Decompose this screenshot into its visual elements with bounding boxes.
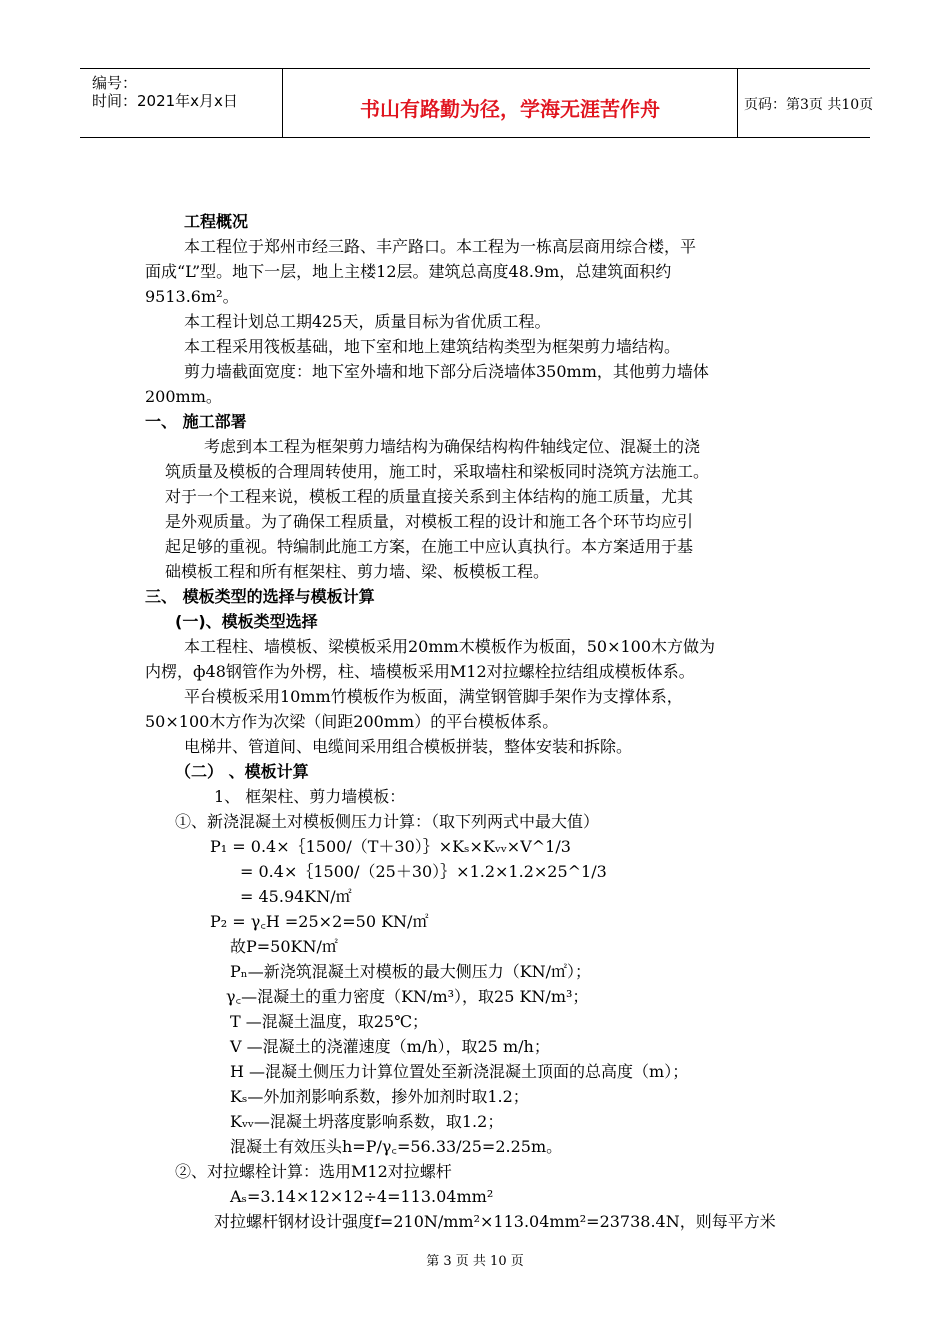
text-line: 对拉螺杆钢材设计强度f=210N/mm²×113.04mm²=23738.4N，则每平方米 xyxy=(214,1212,776,1231)
text-line: 本工程采用筏板基础，地下室和地上建筑结构类型为框架剪力墙结构。 xyxy=(184,337,681,356)
subsection-title-type: (一)、模板类型选择 xyxy=(175,612,318,631)
section-title-deployment: 一、 施工部署 xyxy=(145,412,247,431)
text-line: 混凝土有效压头h=P/γ꜀=56.33/25=2.25m。 xyxy=(230,1137,563,1156)
text-line: 200mm。 xyxy=(145,387,222,406)
text-line: 故P=50KN/㎡ xyxy=(230,937,338,956)
text-line: 本工程计划总工期425天，质量目标为省优质工程。 xyxy=(184,312,551,331)
text-line: 础模板工程和所有框架柱、剪力墙、梁、板模板工程。 xyxy=(165,562,550,581)
text-line: ①、新浇混凝土对模板侧压力计算：（取下列两式中最大值） xyxy=(175,812,600,831)
text-line: 是外观质量。为了确保工程质量，对模板工程的设计和施工各个环节均应引 xyxy=(165,512,694,531)
text-line: 9513.6m²。 xyxy=(145,287,239,306)
text-line: 电梯井、管道间、电缆间采用组合模板拼装，整体安装和拆除。 xyxy=(184,737,633,756)
section-title-formwork: 三、 模板类型的选择与模板计算 xyxy=(145,587,375,606)
doc-number-label: 编号： xyxy=(92,74,138,92)
formula-line: P₂ = γ꜀H =25×2=50 KN/㎡ xyxy=(210,912,429,931)
text-line: 考虑到本工程为框架剪力墙结构为确保结构构件轴线定位、混凝土的浇 xyxy=(204,437,701,456)
formula-line: = 45.94KN/㎡ xyxy=(240,887,352,906)
text-line: H —混凝土侧压力计算位置处至新浇混凝土顶面的总高度（m）； xyxy=(230,1062,689,1081)
page-footer: 第 3 页 共 10 页 xyxy=(426,1254,524,1269)
formula-line: P₁ = 0.4×｛1500/（T＋30）｝×Kₛ×Kᵥᵥ×V^1/3 xyxy=(210,837,571,856)
doc-date-label: 时间：2021年x月x日 xyxy=(92,92,238,110)
page-header xyxy=(80,68,874,138)
text-line: T —混凝土温度，取25℃； xyxy=(230,1012,429,1031)
text-line: 筑质量及模板的合理周转使用，施工时，采取墙柱和梁板同时浇筑方法施工。 xyxy=(165,462,710,481)
text-line: 1、 框架柱、剪力墙模板： xyxy=(214,787,406,806)
subsection-title-calc: （二） 、模板计算 xyxy=(175,762,309,781)
text-line: 面成“L”型。地下一层，地上主楼12层。建筑总高度48.9m，总建筑面积约 xyxy=(145,262,672,281)
text-line: 平台模板采用10mm竹模板作为板面，满堂钢管脚手架作为支撑体系， xyxy=(184,687,683,706)
formula-line: Aₛ=3.14×12×12÷4=113.04mm² xyxy=(230,1187,494,1206)
text-line: 起足够的重视。特编制此施工方案，在施工中应认真执行。本方案适用于基 xyxy=(165,537,694,556)
text-line: 50×100木方作为次梁（间距200mm）的平台模板体系。 xyxy=(145,712,559,731)
header-meta-cell xyxy=(80,69,282,137)
text-line: 本工程位于郑州市经三路、丰产路口。本工程为一栋高层商用综合楼，平 xyxy=(184,237,697,256)
text-line: ②、对拉螺栓计算：选用M12对拉螺杆 xyxy=(175,1162,452,1181)
text-line: 对于一个工程来说，模板工程的质量直接关系到主体结构的施工质量，尤其 xyxy=(165,487,694,506)
formula-line: = 0.4×｛1500/（25＋30）｝×1.2×1.2×25^1/3 xyxy=(240,862,607,881)
text-line: 本工程柱、墙模板、梁模板采用20mm木模板作为板面，50×100木方做为 xyxy=(184,637,716,656)
text-line: Kᵥᵥ—混凝土坍落度影响系数，取1.2； xyxy=(230,1112,504,1131)
header-motto: 书山有路勤为径，学海无涯苦作舟 xyxy=(360,97,660,121)
section-title-overview: 工程概况 xyxy=(184,212,249,231)
text-line: Kₛ—外加剂影响系数，掺外加剂时取1.2； xyxy=(230,1087,529,1106)
header-page-label: 页码：第3页 共10页 xyxy=(744,97,874,113)
text-line: V —混凝土的浇灌速度（m/h），取25 m/h； xyxy=(230,1037,550,1056)
text-line: γ꜀—混凝土的重力密度（KN/m³），取25 KN/m³； xyxy=(226,987,589,1006)
text-line: 内楞，ф48钢管作为外楞，柱、墙模板采用M12对拉螺栓拉结组成模板体系。 xyxy=(145,662,695,681)
header-page-cell xyxy=(736,69,874,137)
text-line: Pₙ—新浇筑混凝土对模板的最大侧压力（KN/㎡）； xyxy=(230,962,592,981)
header-motto-cell xyxy=(282,69,738,137)
text-line: 剪力墙截面宽度：地下室外墙和地下部分后浇墙体350mm，其他剪力墙体 xyxy=(184,362,709,381)
